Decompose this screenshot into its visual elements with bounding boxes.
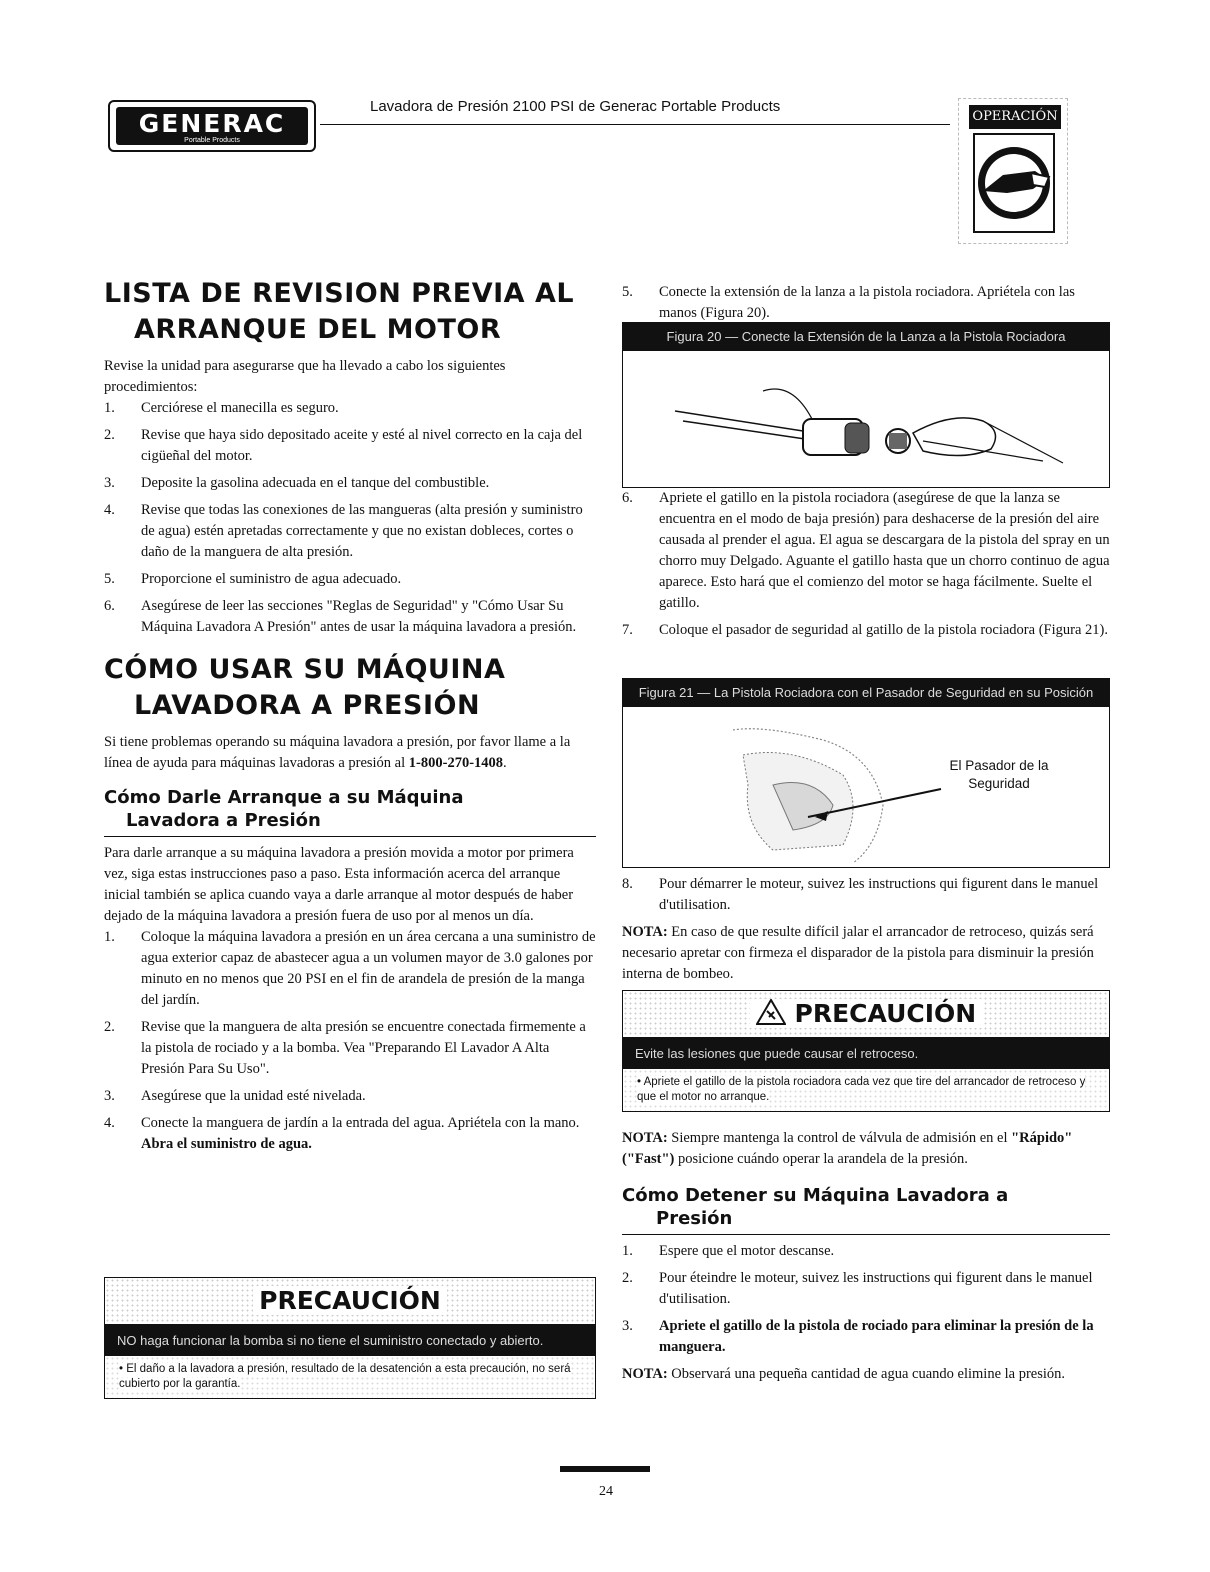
generac-logo: [108, 100, 316, 152]
list-item: 2. Revise que la manguera de alta presión se encuentre conectada firmemente a la pistola de rociado y a la bomba. Vea "Preparando El Lavador A Alta Presión Para Su Uso".: [104, 1019, 586, 1077]
warning-triangle-icon: [756, 999, 786, 1025]
section-tab: [958, 98, 1068, 244]
figure-21-caption: Figura 21 — La Pistola Rociadora con el Pasador de Seguridad en su Posición: [623, 679, 1109, 707]
list-item: 2. Pour éteindre le moteur, suivez les instructions qui figurent dans le manuel d'utilisation.: [622, 1270, 1093, 1307]
lance-extension-illustration: [623, 351, 1109, 469]
page-number: 24: [599, 1484, 613, 1499]
nota-recoil: NOTA: En caso de que resulte difícil jalar el arrancador de retroceso, quizás será necesario apretar con firmeza el disparador de la pistola para disminuir la presión interna de bombeo.: [622, 924, 1094, 982]
page-number-bar: [560, 1466, 650, 1472]
how-to-use-title-line2: LAVADORA A PRESIÓN: [134, 690, 481, 721]
list-item: 3. Apriete el gatillo de la pistola de rociado para eliminar la presión de la manguera.: [622, 1318, 1094, 1355]
list-item: 3. Deposite la gasolina adecuada en el tanque del combustible.: [104, 475, 490, 491]
safety-pin-label: El Pasador de la Seguridad: [949, 758, 1049, 791]
list-item: 6. Apriete el gatillo en la pistola rociadora (asegúrese de que la lanza se encuentra en el modo de baja presión) para deshacerse de la presión del aire causada al prender el agua. El agua se descargara de la pistola del spray en un chorro muy Delgado. Aguante el gatillo hasta que un chorro continuo de agua aparece. Esto hará que el comienzo del motor se haga fácilmente. Suelte el gatillo.: [622, 490, 1110, 611]
right-steps-6-7: [622, 488, 1110, 647]
nota-fast: NOTA: Siempre mantenga la control de válvula de admisión en el "Rápido" ("Fast") posicione cuándo operar la arandela de la presión.: [622, 1130, 1073, 1167]
logo-subtext: Portable Products: [184, 137, 240, 144]
checklist-list: [104, 398, 596, 638]
right-after-fig21: [622, 874, 1110, 985]
safety-pin-illustration: [623, 725, 1109, 867]
list-item: 6. Asegúrese de leer las secciones "Reglas de Seguridad" y "Cómo Usar Su Máquina Lavadora A Presión" antes de usar la máquina lavadora a presión.: [104, 598, 577, 635]
caution-title: PRECAUCIÓN: [105, 1278, 595, 1325]
section-rule: [622, 1234, 1110, 1235]
caution-bullet: • El daño a la lavadora a presión, resultado de la desatención a esta precaución, no será cubierto por la garantía.: [105, 1356, 595, 1398]
caution-box-recoil: [622, 990, 1110, 1112]
list-item: 4. Revise que todas las conexiones de las mangueras (alta presión y suministro de agua) estén apretadas correctamente y que no existan dobleces, cortes o daño de la manguera de alta presión.: [104, 502, 583, 560]
start-list: [104, 927, 596, 1155]
section-label: OPERACIÓN: [969, 105, 1061, 129]
figure-20: [622, 322, 1110, 488]
logo-text: GENERAC: [138, 109, 286, 138]
caution-warning: Evite las lesiones que puede causar el retroceso.: [623, 1038, 1109, 1069]
section-rule: [104, 836, 596, 837]
header-title: Lavadora de Presión 2100 PSI de Generac Portable Products: [370, 98, 781, 115]
caution-title: PRECAUCIÓN: [623, 991, 1109, 1038]
list-item: 5. Conecte la extensión de la lanza a la pistola rociadora. Apriétela con las manos (Figura 20).: [622, 284, 1075, 321]
stop-list: [622, 1241, 1110, 1358]
list-item: 1. Cerciórese el manecilla es seguro.: [104, 400, 339, 416]
helpline-phone: 1-800-270-1408: [408, 755, 504, 771]
stop-title-line2: Presión: [656, 1208, 733, 1229]
caution-warning: NO haga funcionar la bomba si no tiene el suministro conectado y abierto.: [105, 1325, 595, 1356]
checklist-intro: Revise la unidad para asegurarse que ha llevado a cabo los siguientes procedimientos:: [104, 358, 506, 395]
start-intro: Para darle arranque a su máquina lavadora a presión movida a motor por primera vez, siga estas instrucciones paso a paso. Esta información acerca del arranque inicial también se aplica cuando vaya a darle arranque al motor después de haber dejado de la máquina lavadora a presión fuera de uso por al menos un día.: [104, 845, 574, 924]
caution-box-pump: [104, 1277, 596, 1399]
list-item: 1. Coloque la máquina lavadora a presión en un área cercana a una suministro de agua exterior capaz de abastecer agua a un volumen mayor de 3.0 galones por minuto en no menos que 20 PSI en el fin de arandela de presión de la manga del jardín.: [104, 929, 596, 1008]
start-title-line2: Lavadora a Presión: [126, 810, 321, 831]
list-item: 3. Asegúrese que la unidad esté nivelada.: [104, 1088, 366, 1104]
how-to-use-title-line1: CÓMO USAR SU MÁQUINA: [104, 654, 506, 685]
list-item: 8. Pour démarrer le moteur, suivez les instructions qui figurent dans le manuel d'utilisation.: [622, 876, 1099, 913]
hand-operation-icon: [973, 133, 1055, 233]
list-item: 5. Proporcione el suministro de agua adecuado.: [104, 571, 402, 587]
left-column: [104, 276, 596, 1161]
steps-6-7-list: [622, 488, 1110, 641]
header-rule: [320, 124, 950, 125]
right-bottom: [622, 1128, 1110, 1385]
step5: [622, 282, 1110, 324]
how-to-use-intro: Si tiene problemas operando su máquina lavadora a presión, por favor llame a la línea de ayuda para máquinas lavadoras a presión al 1-800-270-1408.: [104, 734, 571, 771]
checklist-title-line1: LISTA DE REVISION PREVIA AL: [104, 278, 575, 309]
checklist-title-line2: ARRANQUE DEL MOTOR: [134, 314, 502, 345]
nota-pressure: NOTA: Observará una pequeña cantidad de agua cuando elimine la presión.: [622, 1366, 1066, 1382]
list-item: 4. Conecte la manguera de jardín a la entrada del agua. Apriétela con la mano. Abra el suministro de agua.: [104, 1115, 580, 1152]
list-item: 7. Coloque el pasador de seguridad al gatillo de la pistola rociadora (Figura 21).: [622, 622, 1108, 638]
caution-bullet: • Apriete el gatillo de la pistola rociadora cada vez que tire del arrancador de retroceso y que el motor no arranque.: [623, 1069, 1109, 1111]
figure-21: [622, 678, 1110, 868]
stop-title-line1: Cómo Detener su Máquina Lavadora a: [622, 1185, 1009, 1206]
start-title-line1: Cómo Darle Arranque a su Máquina: [104, 787, 464, 808]
figure-20-caption: Figura 20 — Conecte la Extensión de la Lanza a la Pistola Rociadora: [623, 323, 1109, 351]
step8-list: [622, 874, 1110, 916]
list-item: 1. Espere que el motor descanse.: [622, 1243, 835, 1259]
list-item: 2. Revise que haya sido depositado aceite y esté al nivel correcto en la caja del cigüeñal del motor.: [104, 427, 583, 464]
